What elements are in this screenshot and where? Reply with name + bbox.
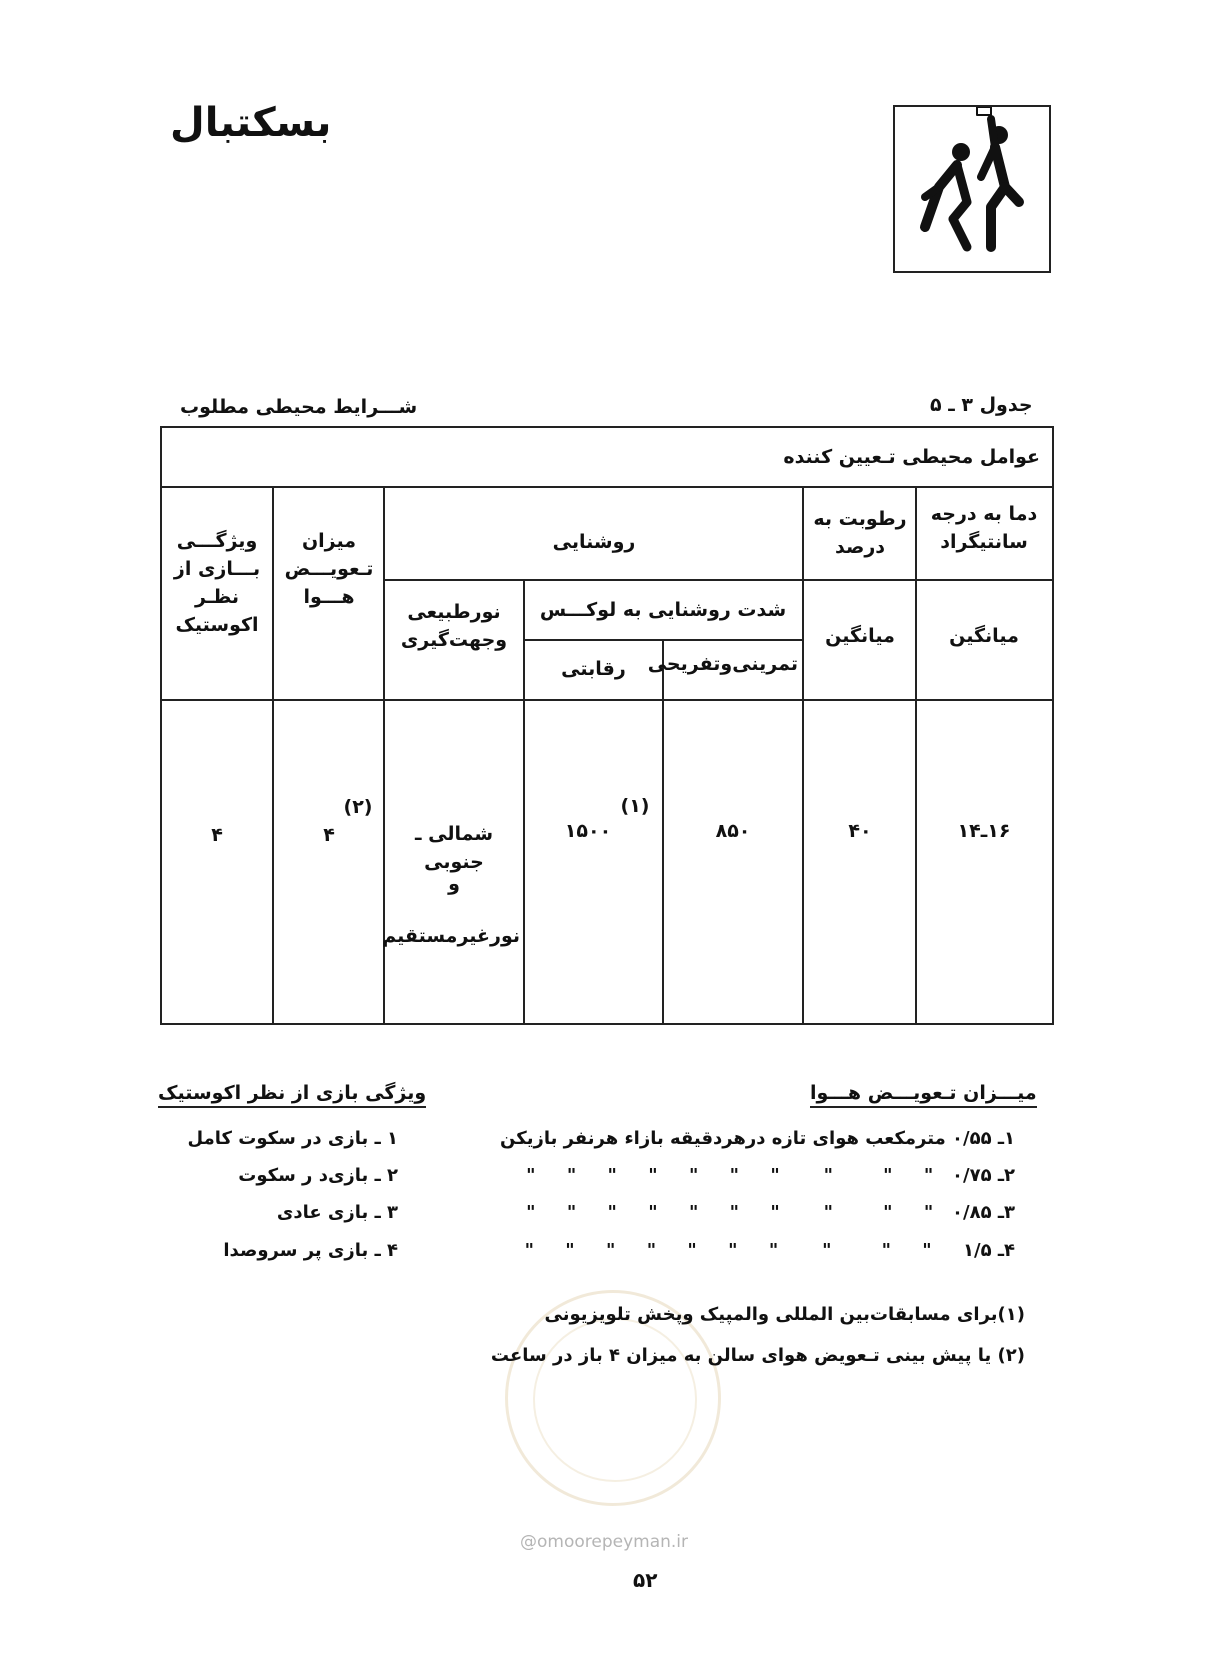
natural-light-value-1: شمالی ـ جنوبی [414, 823, 494, 873]
air-exchange-item-2: ۲ـ ۰/۷۵ " " " " " " " " " " [526, 1165, 1015, 1186]
training-header: تمرینی‌وتفریحی [647, 653, 798, 675]
watermark-url-text: omoorepeyman.ir [537, 1532, 689, 1552]
acoustic-list-title: ویژگی بازی از نظر اکوستیک [158, 1082, 426, 1108]
training-lux-value: ۸۵۰ [715, 820, 751, 842]
at-sign-icon: @ [520, 1532, 537, 1552]
page-title: بسکتبال [170, 100, 332, 146]
footnote-1: (۱)برای مسابقات‌بین المللی والمپیک وپخش تلویزیونی [544, 1304, 1025, 1325]
acoustic-header: ویژگـــی بـــازی از نظـر اکوستیک [173, 530, 261, 636]
humidity-average-label: میانگین [825, 625, 895, 647]
air-exchange-item-1: ۱ـ ۰/۵۵ مترمکعب هوای تازه درهردقیقه بازاء هرنفر بازیکن [500, 1128, 1015, 1149]
acoustic-value: ۴ [211, 824, 223, 846]
table-number-caption: جدول ۳ ـ ۵ [930, 394, 1033, 416]
light-intensity-header: شدت روشنایی به لوکـــس [539, 599, 787, 621]
acoustic-item-1: ۱ ـ بازی در سکوت کامل [187, 1128, 398, 1149]
competition-header: رقابتی [561, 658, 626, 680]
air-exchange-item-4: ۴ـ ۱/۵ " " " " " " " " " " [524, 1240, 1015, 1261]
acoustic-item-4: ۴ ـ بازی پر سروصدا [223, 1240, 398, 1261]
air-exchange-list-title: میـــزان تـعویـــض هـــوا [810, 1082, 1037, 1108]
page-number: ۵۲ [633, 1568, 658, 1592]
humidity-header: رطوبت به درصد [813, 508, 907, 558]
temperature-value: ۱۶ـ۱۴ [957, 820, 1011, 842]
acoustic-item-2: ۲ ـ بازی‌د ر سکوت [238, 1165, 398, 1186]
air-exchange-item-3: ۳ـ ۰/۸۵ " " " " " " " " " " [526, 1202, 1015, 1223]
table-title-caption: شـــرایط محیطی مطلوب [180, 396, 418, 418]
natural-light-value-3: نورغیرمستقیم [382, 925, 520, 947]
humidity-value: ۴۰ [848, 820, 872, 842]
acoustic-item-3: ۳ ـ بازی عادی [276, 1202, 398, 1223]
temperature-header: دما به درجه سانتیگراد [930, 503, 1038, 553]
temperature-average-label: میانگین [949, 625, 1019, 647]
watermark-url [520, 1532, 688, 1552]
natural-light-value-2: و [448, 873, 460, 895]
lighting-header: روشنایی [552, 531, 636, 553]
air-exchange-value: ۴ [323, 824, 335, 846]
footnote-2: (۲) یا پیش بینی تـعویض هوای سالن به میزان ۴ باز در ساعت [490, 1345, 1025, 1366]
air-exchange-header: میزان تـعویـــض هـــوا [284, 530, 374, 608]
natural-light-header: نورطبیعی وجهت‌گیری [400, 601, 508, 651]
table-top-header: عوامل محیطی تـعیین کننده [783, 446, 1040, 468]
air-exchange-footnote-marker: (۲) [343, 796, 373, 818]
competition-lux-value: ۱۵۰۰ [564, 820, 612, 842]
competition-footnote-marker: (۱) [620, 795, 650, 817]
